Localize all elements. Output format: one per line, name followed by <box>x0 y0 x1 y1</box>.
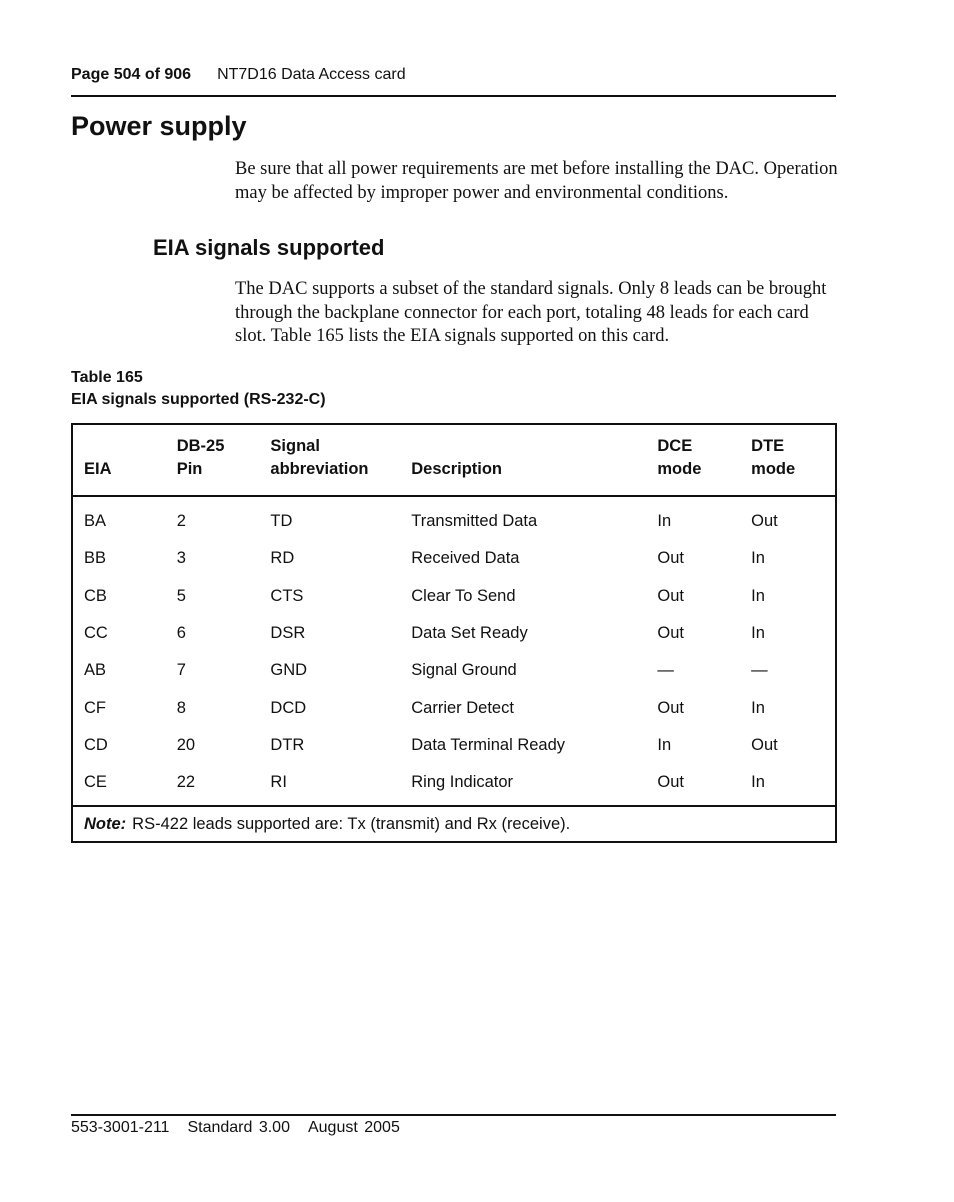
table-cell: 6 <box>176 624 186 643</box>
table-cell: In <box>751 586 765 605</box>
eia-signals-paragraph: The DAC supports a subset of the standard signals. Only 8 leads can be brought through the backplane connector for each port, totaling 48 leads for each card slot. Table 165 lists the EIA signals supported on this card. <box>235 279 827 346</box>
table-cell: Transmitted Data <box>411 512 538 531</box>
table-cell: RD <box>270 549 295 568</box>
table-cell: 3 <box>176 549 186 568</box>
table-cell: Carrier Detect <box>411 698 514 717</box>
table-row <box>72 689 836 726</box>
table-cell: CB <box>84 586 107 605</box>
table-cell: RI <box>270 773 287 792</box>
column-header <box>646 424 740 496</box>
table-cell: GND <box>270 661 308 680</box>
column-header-line: abbreviation <box>270 460 369 478</box>
column-header <box>166 424 260 496</box>
table-row <box>72 540 836 577</box>
page-header <box>71 66 406 84</box>
table-cell: CTS <box>270 586 304 605</box>
column-header <box>400 424 646 496</box>
table-cell: 22 <box>176 773 196 792</box>
column-header-line: DTE <box>751 437 785 455</box>
footer-doc-number: 553-3001-211 <box>71 1119 170 1136</box>
table-cell: In <box>751 698 765 717</box>
column-header-line: Description <box>411 460 503 478</box>
table-cell: Data Set Ready <box>411 624 528 643</box>
header-rule <box>71 95 836 97</box>
table-caption-number: Table 165 <box>71 369 143 386</box>
column-header-line: EIA <box>84 460 112 478</box>
table-cell: Out <box>657 698 684 717</box>
table-cell: Out <box>657 549 684 568</box>
table-cell: CF <box>84 698 106 717</box>
table-row <box>72 727 836 764</box>
table-cell: Out <box>751 512 778 531</box>
table-cell: — <box>657 661 674 680</box>
column-header <box>259 424 400 496</box>
table-header-row <box>72 424 836 496</box>
table-cell: Ring Indicator <box>411 773 514 792</box>
column-header-line: DCE <box>657 437 693 455</box>
column-header-line: Pin <box>176 460 203 478</box>
table-cell: Data Terminal Ready <box>411 735 566 754</box>
table-cell: Clear To Send <box>411 586 516 605</box>
table-cell: — <box>751 661 768 680</box>
column-header <box>740 424 836 496</box>
table-cell: BB <box>84 549 107 568</box>
table-row <box>72 496 836 540</box>
table-cell: BA <box>84 512 107 531</box>
table-cell: Out <box>657 624 684 643</box>
table-body <box>72 496 836 806</box>
section-title-power-supply: Power supply <box>71 111 247 141</box>
table-cell: CE <box>84 773 107 792</box>
page-footer <box>71 1119 418 1137</box>
column-header <box>72 424 166 496</box>
table-cell: Received Data <box>411 549 520 568</box>
column-header-line: DB-25 <box>176 437 225 455</box>
section-title-eia-signals: EIA signals supported <box>153 235 385 260</box>
table-cell: 20 <box>176 735 196 754</box>
table-cell: Signal Ground <box>411 661 517 680</box>
footer-standard: Standard 3.00 <box>187 1119 290 1136</box>
page-number: Page 504 of 906 <box>71 66 192 83</box>
column-header-line: mode <box>657 460 702 478</box>
table-cell: In <box>751 549 765 568</box>
table-cell: CD <box>84 735 108 754</box>
document-title: NT7D16 Data Access card <box>217 66 406 83</box>
table-cell: DSR <box>270 624 306 643</box>
table-cell: In <box>751 773 765 792</box>
table-cell: Out <box>657 586 684 605</box>
table-cell: 5 <box>176 586 186 605</box>
table-cell: Out <box>751 735 778 754</box>
table-cell: Out <box>657 773 684 792</box>
table-row <box>72 615 836 652</box>
table-note <box>72 806 836 842</box>
table-cell: 2 <box>176 512 186 531</box>
table-row <box>72 764 836 806</box>
note-text: RS-422 leads supported are: Tx (transmit) and Rx (receive). <box>132 814 571 833</box>
footer-rule <box>71 1114 836 1116</box>
table-cell: In <box>657 735 672 754</box>
table-cell: DTR <box>270 735 305 754</box>
footer-date: August 2005 <box>307 1119 400 1136</box>
column-header-line: Signal <box>270 437 320 455</box>
table-cell: DCD <box>270 698 307 717</box>
column-header-line: mode <box>751 460 796 478</box>
table-caption-title: EIA signals supported (RS-232-C) <box>71 391 326 408</box>
eia-signals-table <box>71 423 837 843</box>
table-row <box>72 578 836 615</box>
power-supply-paragraph: Be sure that all power requirements are met before installing the DAC. Operation may be affected by improper power and environmental conditions. <box>235 159 838 203</box>
table-cell: 8 <box>176 698 186 717</box>
table-cell: 7 <box>176 661 186 680</box>
table-note-row <box>72 806 836 842</box>
table-cell: TD <box>270 512 293 531</box>
table-cell: In <box>657 512 672 531</box>
table-cell: CC <box>84 624 108 643</box>
table-row <box>72 652 836 689</box>
table-cell: AB <box>84 661 107 680</box>
table-cell: In <box>751 624 765 643</box>
note-label: Note: <box>84 814 127 833</box>
